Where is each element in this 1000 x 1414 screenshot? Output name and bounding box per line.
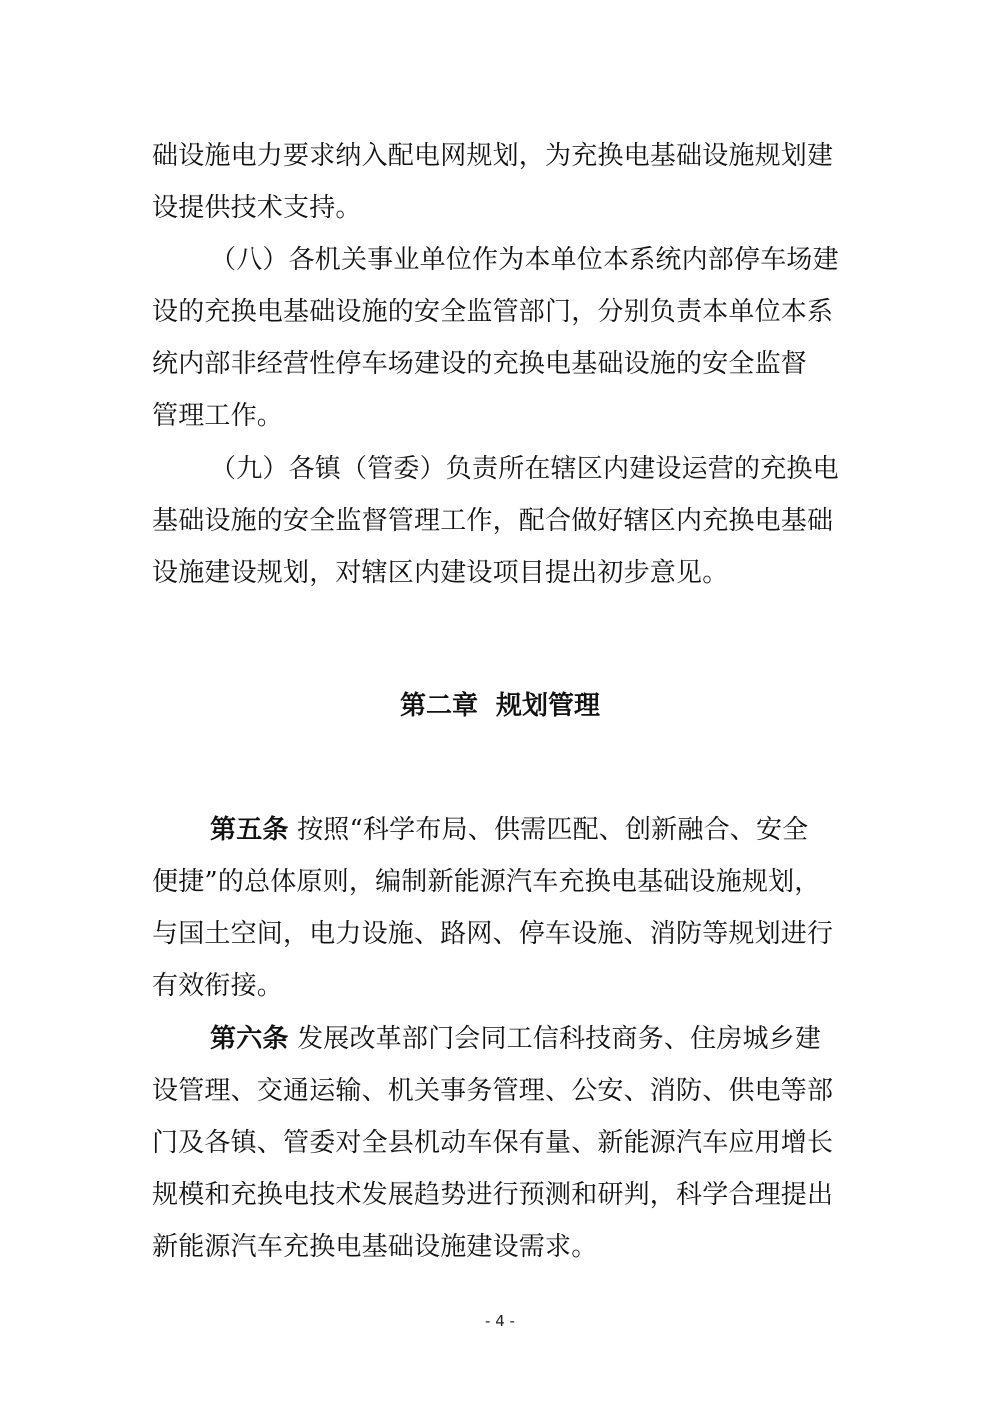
article-text: 发展改革部门会同工信科技商务、住房城乡建 [297,1024,822,1054]
paragraph-line: 新能源汽车充换电基础设施建设需求。 [152,1232,598,1262]
paragraph-line: 有效衔接。 [152,971,284,1001]
page-number: - 4 - [485,1312,515,1330]
paragraph-line: 设管理、交通运输、机关事务管理、公安、消防、供电等部 [152,1076,834,1106]
paragraph-line: 设的充换电基础设施的安全监管部门，分别负责本单位本系 [152,297,834,327]
paragraph-line: 设提供技术支持。 [152,193,362,223]
paragraph-line: （八）各机关事业单位作为本单位本系统内部停车场建 [210,245,839,275]
paragraph-line: （九）各镇（管委）负责所在辖区内建设运营的充换电 [210,454,839,484]
paragraph-line: 门及各镇、管委对全县机动车保有量、新能源汽车应用增长 [152,1128,834,1158]
paragraph-line: 便捷”的总体原则，编制新能源汽车充换电基础设施规划， [152,867,821,897]
paragraph-line: 与国土空间，电力设施、路网、停车设施、消防等规划进行 [152,919,834,949]
paragraph-line: 础设施电力要求纳入配电网规划，为充换电基础设施规划建 [152,141,834,171]
article-label: 第五条 [210,815,289,845]
chapter-title: 第二章 规划管理 [399,691,601,721]
article-text: 按照“科学布局、供需匹配、创新融合、安全 [297,815,809,845]
paragraph-line: 统内部非经营性停车场建设的充换电基础设施的安全监督 [152,349,808,379]
article-first-line [210,812,910,848]
paragraph-line: 设施建设规划，对辖区内建设项目提出初步意见。 [152,558,729,588]
article-first-line [210,1021,910,1057]
paragraph-line: 管理工作。 [152,401,284,431]
paragraph-line: 基础设施的安全监督管理工作，配合做好辖区内充换电基础 [152,506,834,536]
paragraph-line: 规模和充换电技术发展趋势进行预测和研判，科学合理提出 [152,1180,834,1210]
article-label: 第六条 [210,1024,289,1054]
